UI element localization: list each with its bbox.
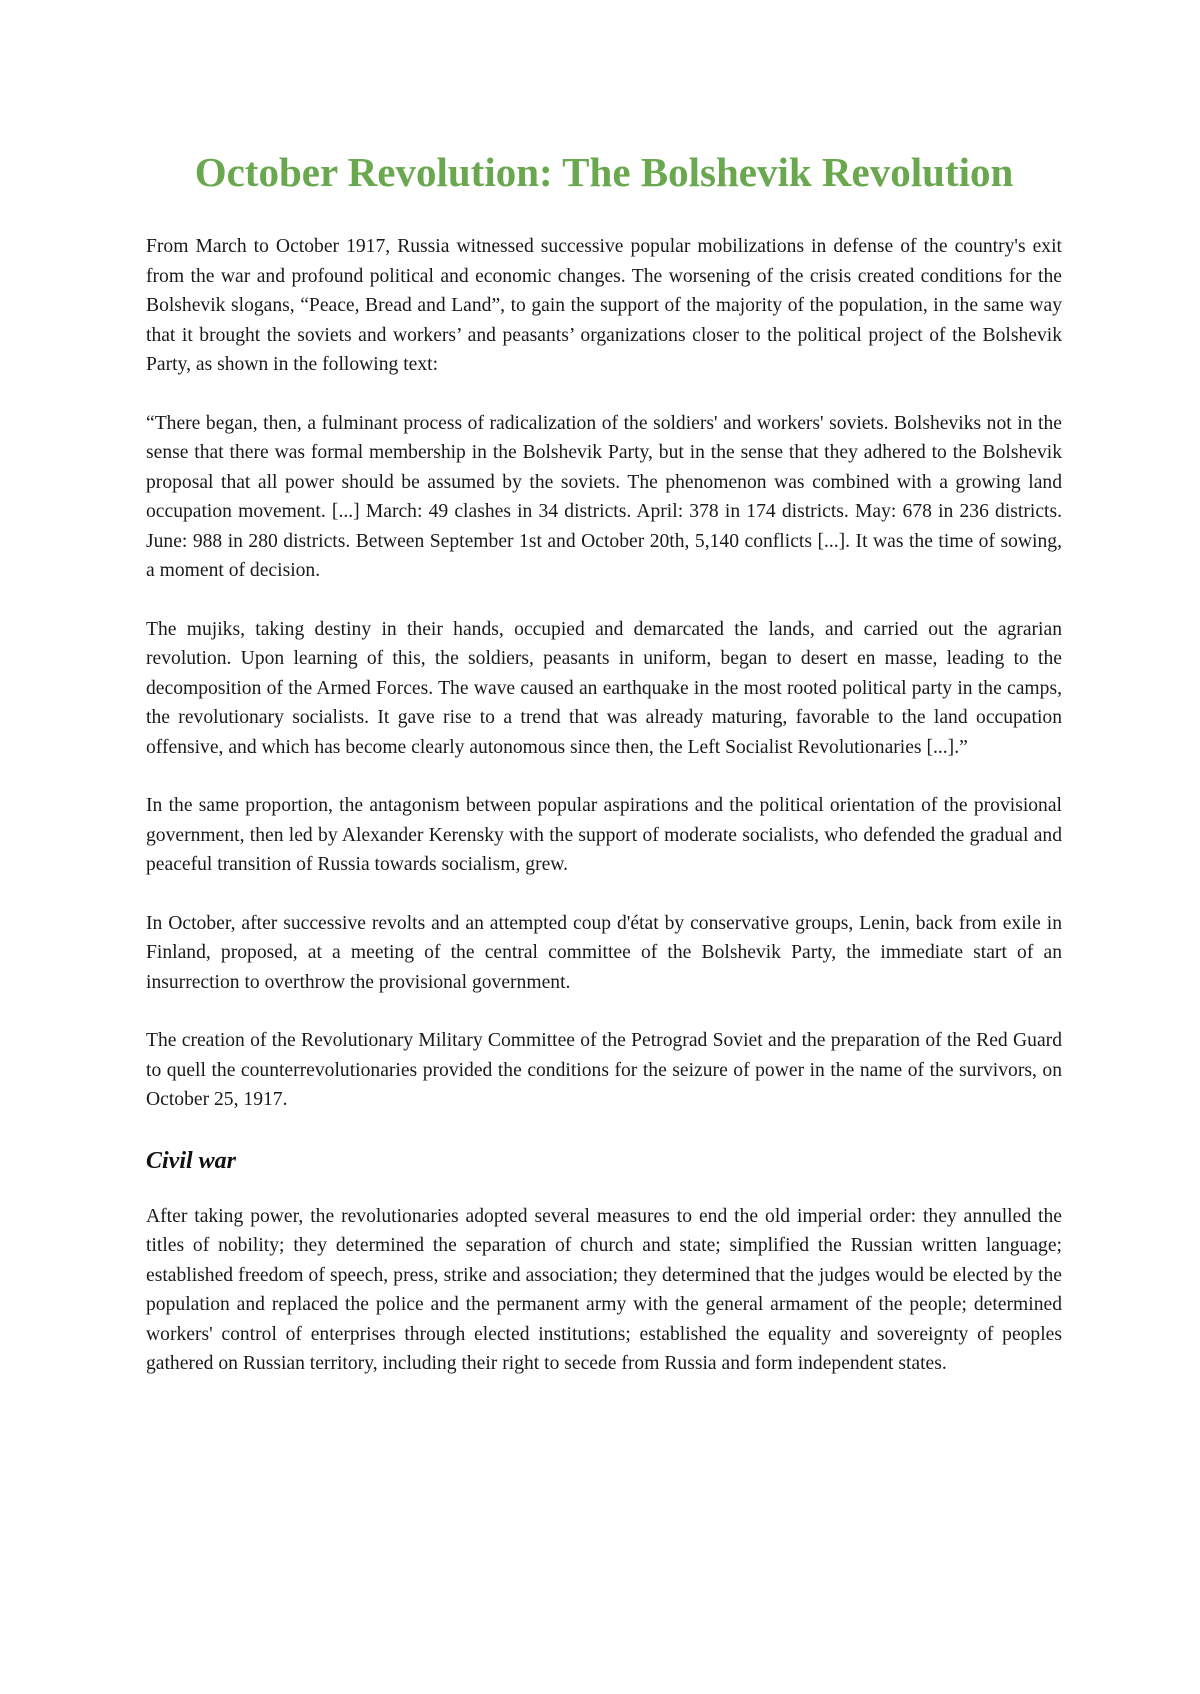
paragraph-intro: From March to October 1917, Russia witnessed successive popular mobilizations in defense of the country's exit from the war and profound political and economic changes. The worsening of the crisis created conditions for the Bolshevik slogans, “Peace, Bread and Land”, to gain the support of the majority of the population, in the same way that it brought the soviets and workers’ and peasants’ organizations closer to the political project of the Bolshevik Party, as shown in the following text:	[146, 236, 1062, 375]
paragraph-civil-war: After taking power, the revolutionaries adopted several measures to end the old imperial order: they annulled the titles of nobility; they determined the separation of church and state; simplified the Russian written language; established freedom of speech, press, strike and association; they determined that the judges would be elected by the population and replaced the police and the permanent army with the general armament of the people; determined workers' control of enterprises through elected institutions; established the equality and sovereignty of peoples gathered on Russian territory, including their right to secede from Russia and form independent states.	[146, 1205, 1062, 1374]
section-heading-civil-war: Civil war	[146, 1147, 237, 1174]
paragraph-october: In October, after successive revolts and an attempted coup d'état by conservative groups, Lenin, back from exile in Finland, proposed, at a meeting of the central committee of the Bolshevik Party, the immediate start of an insurrection to overthrow the provisional government.	[146, 912, 1062, 993]
paragraph-quote-part-1: “There began, then, a fulminant process of radicalization of the soldiers' and workers' soviets. Bolsheviks not in the sense that there was formal membership in the Bolshevik Party, but in the sense that they adhered to the Bolshevik proposal that all power should be assumed by the soviets. The phenomenon was combined with a growing land occupation movement. [...] March: 49 clashes in 34 districts. April: 378 in 174 districts. May: 678 in 236 districts. June: 988 in 280 districts. Between September 1st and October 20th, 5,140 conflicts [...]. It was the time of sowing, a moment of decision.	[146, 412, 1062, 581]
paragraph-quote-part-2: The mujiks, taking destiny in their hands, occupied and demarcated the lands, and carried out the agrarian revolution. Upon learning of this, the soldiers, peasants in uniform, began to desert en masse, leading to the decomposition of the Armed Forces. The wave caused an earthquake in the most rooted political party in the camps, the revolutionary socialists. It gave rise to a trend that was already maturing, favorable to the land occupation offensive, and which has become clearly autonomous since then, the Left Socialist Revolutionaries [...].”	[146, 618, 1062, 758]
paragraph-seizure-of-power: The creation of the Revolutionary Military Committee of the Petrograd Soviet and the preparation of the Red Guard to quell the counterrevolutionaries provided the conditions for the seizure of power in the name of the survivors, on October 25, 1917.	[146, 1030, 1062, 1110]
document-content	[146, 142, 1062, 1408]
page-title: October Revolution: The Bolshevik Revolution	[194, 149, 1014, 195]
paragraph-antagonism: In the same proportion, the antagonism between popular aspirations and the political orientation of the provisional government, then led by Alexander Kerensky with the support of moderate socialists, who defended the gradual and peaceful transition of Russia towards socialism, grew.	[146, 795, 1062, 875]
